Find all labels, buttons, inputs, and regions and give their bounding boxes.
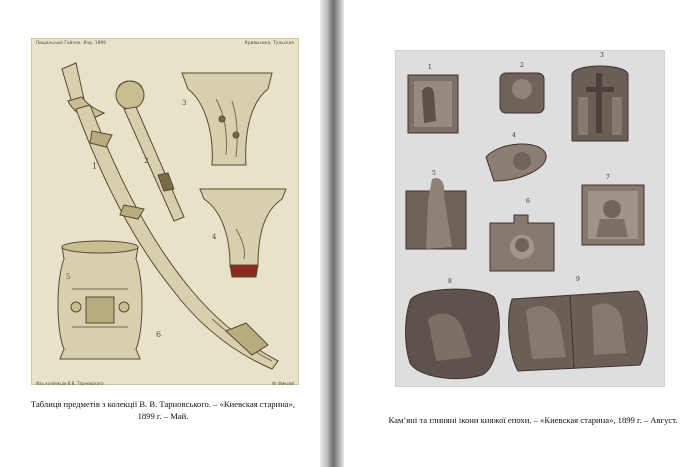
icon-label-1: 1 bbox=[428, 64, 432, 71]
plate-label-6: 6 bbox=[156, 330, 162, 339]
artifact-plate-tarnovsky bbox=[31, 38, 299, 385]
artifact-drawing bbox=[32, 39, 298, 384]
plate-label-2: 2 bbox=[144, 157, 149, 165]
plate-label-5: 5 bbox=[66, 273, 71, 281]
left-page bbox=[0, 0, 320, 467]
right-caption: Кам’яні та глиняні ікони княжої епохи. – «Киевская старина», 1899 г. – Август. bbox=[388, 415, 678, 425]
icon-plate-princely-era bbox=[395, 50, 665, 387]
icon-label-5: 5 bbox=[432, 170, 436, 177]
left-caption: Таблиця предметів з колекції В. В. Тарновського. – «Киевская старина», 1899 г. – Май. bbox=[30, 399, 296, 421]
plate-header-left: Пищальный Гайнок. Изд. 1899 bbox=[36, 40, 106, 45]
icons-photograph bbox=[396, 51, 664, 386]
icon-label-8: 8 bbox=[448, 278, 452, 285]
icon-label-3: 3 bbox=[600, 52, 604, 59]
icon-label-4: 4 bbox=[512, 132, 516, 139]
goblet-drawing bbox=[200, 189, 286, 277]
book-gutter bbox=[320, 0, 344, 467]
plate-label-1: 1 bbox=[92, 162, 98, 171]
icon-label-9: 9 bbox=[576, 276, 580, 283]
plate-label-3: 3 bbox=[182, 99, 187, 107]
plate-label-4: 4 bbox=[212, 233, 217, 241]
tankard-drawing bbox=[58, 241, 142, 359]
icon-relief-7 bbox=[582, 174, 644, 245]
plate-footer-right: Ф. Фиксей bbox=[272, 381, 294, 386]
icon-label-2: 2 bbox=[520, 62, 524, 69]
icon-label-6: 6 bbox=[526, 198, 530, 205]
plate-footer-left: Изъ коллекціи В.В. Тарновскаго bbox=[36, 381, 104, 386]
icon-label-7: 7 bbox=[606, 174, 610, 181]
plate-header-right: Кривыхина, Тульская bbox=[244, 40, 294, 45]
ornamented-cup-drawing bbox=[182, 73, 272, 165]
